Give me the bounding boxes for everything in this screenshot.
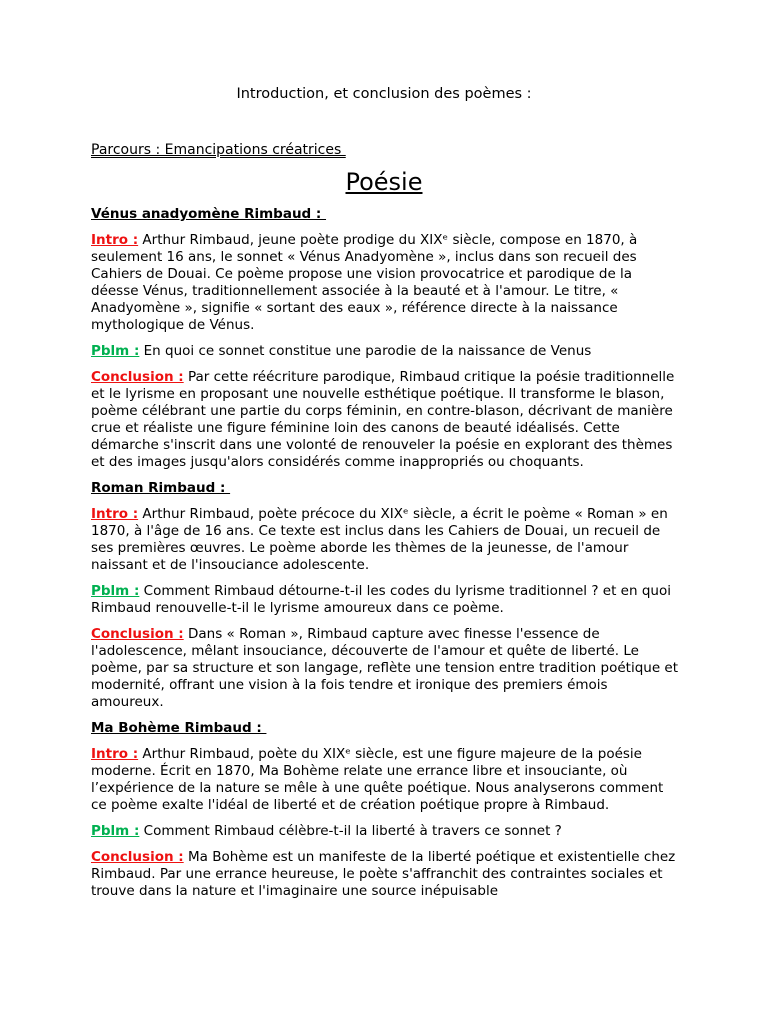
poem-title: Vénus anadyomène Rimbaud : (91, 206, 327, 222)
intro-paragraph (91, 746, 681, 814)
problematique-paragraph (91, 823, 681, 840)
page-title: Poésie (345, 168, 423, 196)
conclusion-label: Conclusion : (91, 369, 184, 385)
problematique-paragraph (91, 583, 681, 617)
poem-title: Ma Bohème Rimbaud : (91, 720, 267, 736)
problematique-paragraph (91, 343, 681, 360)
conclusion-paragraph (91, 849, 681, 900)
pblm-text: Comment Rimbaud détourne-t-il les codes du lyrisme traditionnel ? et en quoi Rimbaud renouvelle-t-il le lyrisme amoureux dans ce poème. (91, 583, 671, 616)
conclusion-paragraph (91, 369, 681, 471)
parcours-line: Parcours : Emancipations créatrices (91, 142, 346, 158)
section-ma-boheme (91, 720, 681, 900)
poem-title: Roman Rimbaud : (91, 480, 231, 496)
intro-label: Intro : (91, 232, 139, 248)
pblm-label: Pblm : (91, 823, 140, 839)
pblm-text: Comment Rimbaud célèbre-t-il la liberté à travers ce sonnet ? (139, 823, 562, 839)
intro-text: Arthur Rimbaud, poète précoce du XIXᵉ siècle, a écrit le poème « Roman » en 1870, à l'âge de 16 ans. Ce texte est inclus dans les Cahiers de Douai, un recueil de ses premières œuvres. Le poème aborde les thèmes de la jeunesse, de l'amour naissant et de l'insouciance adolescente. (91, 506, 668, 573)
intro-paragraph (91, 506, 681, 574)
intro-paragraph (91, 232, 681, 334)
sections-container (91, 206, 681, 909)
conclusion-paragraph (91, 626, 681, 711)
pblm-label: Pblm : (91, 583, 140, 599)
intro-text: Arthur Rimbaud, jeune poète prodige du XIXᵉ siècle, compose en 1870, à seulement 16 ans, le sonnet « Vénus Anadyomène », inclus dans son recueil des Cahiers de Douai. Ce poème propose une vision provocatrice et parodique de la déesse Vénus, traditionnellement associée à la beauté et à l'amour. Le titre, « Anadyomène », signifie « sortant des eaux », référence directe à la naissance mythologique de Vénus. (91, 232, 638, 333)
section-venus (91, 206, 681, 471)
conclusion-text: Par cette réécriture parodique, Rimbaud critique la poésie traditionnelle et le lyrisme en proposant une nouvelle esthétique poétique. Il transforme le blason, poème célébrant une partie du corps féminin, en contre-blason, décrivant de manière crue et réaliste une figure féminine loin des canons de beauté idéalisés. Cette démarche s'inscrit dans une volonté de renouveler la poésie en explorant des thèmes et des images jusqu'alors considérés comme inappropriés ou choquants. (91, 369, 675, 470)
conclusion-label: Conclusion : (91, 849, 184, 865)
intro-label: Intro : (91, 746, 139, 762)
conclusion-text: Ma Bohème est un manifeste de la liberté poétique et existentielle chez Rimbaud. Par une errance heureuse, le poète s'affranchit des contraintes sociales et trouve dans la nature et l'imaginaire une source inépuisable (91, 849, 676, 899)
document-heading: Introduction, et conclusion des poèmes : (236, 86, 532, 102)
conclusion-text: Dans « Roman », Rimbaud capture avec finesse l'essence de l'adolescence, mêlant insouciance, découverte de l'amour et quête de liberté. Le poème, par sa structure et son langage, reflète une tension entre tradition poétique et modernité, offrant une vision à la fois tendre et ironique des premiers émois amoureux. (91, 626, 679, 710)
intro-text: Arthur Rimbaud, poète du XIXᵉ siècle, est une figure majeure de la poésie moderne. Écrit en 1870, Ma Bohème relate une errance libre et insouciante, où l’expérience de la nature se mêle à une quête poétique. Nous analyserons comment ce poème exalte l'idéal de liberté et de création poétique propre à Rimbaud. (91, 746, 664, 813)
pblm-text: En quoi ce sonnet constitue une parodie de la naissance de Venus (139, 343, 592, 359)
section-roman (91, 480, 681, 711)
pblm-label: Pblm : (91, 343, 140, 359)
intro-label: Intro : (91, 506, 139, 522)
conclusion-label: Conclusion : (91, 626, 184, 642)
